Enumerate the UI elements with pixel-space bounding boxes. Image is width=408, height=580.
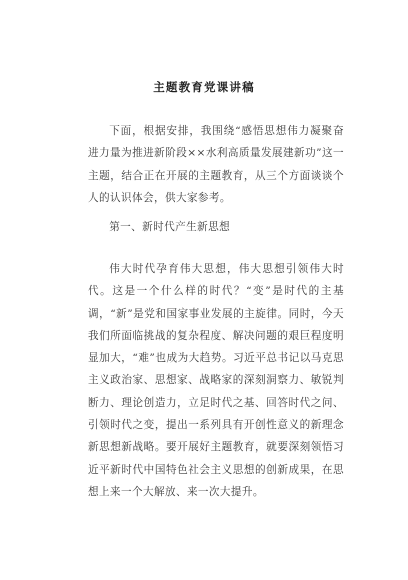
intro-paragraph: 下面，根据安排，我围绕“感悟思想伟力凝聚奋进力量为推进新阶段××水利高质量发展建新功”这一主题，结合正在开展的主题教育，从三个方面谈谈个人的认识体会，供大家参考。: [88, 125, 344, 204]
body-paragraph: 伟大时代孕育伟大思想，伟大思想引领伟大时代。这是一个什么样的时代？“变”是时代的主基调，“新”是党和国家事业发展的主旋律。同时，今天我们所面临挑战的复杂程度、解决问题的艰巨程度明显加大，“难”也成为大趋势。习近平总书记以马克思主义政治家、思想家、战略家的深刻洞察力、敏锐判断力、理论创造力，立足时代之基、回答时代之问、引领时代之变，提出一系列具有开创性意义的新理念新思想新战略。要开展好主题教育，就要深刻领悟习近平新时代中国特色社会主义思想的创新成果，在思想上来一个大解放、来一次大提升。: [88, 263, 344, 498]
document-title: 主题教育党课讲稿: [153, 80, 255, 94]
section-heading: 第一、新时代产生新思想: [109, 221, 231, 233]
